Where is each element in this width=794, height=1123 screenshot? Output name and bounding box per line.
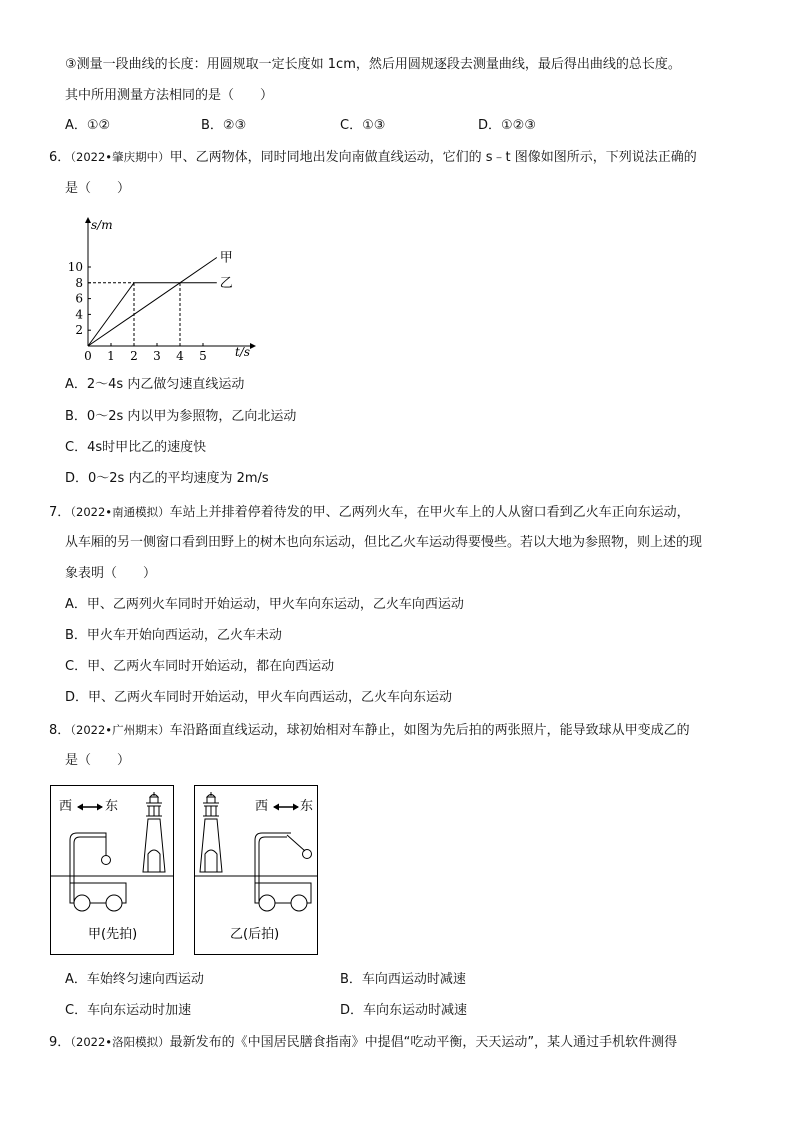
question-text: 甲、乙两物体，同时同地出发向南做直线运动，它们的 s﹣t 图像如图所示，下列说法正确的: [169, 150, 697, 165]
photo-panel-b: [194, 785, 318, 955]
q6-option-a[interactable]: A．2～4s 内乙做匀速直线运动: [65, 377, 245, 392]
question-source: （2022•南通模拟）: [70, 505, 170, 519]
q7-option-b[interactable]: B．甲火车开始向西运动，乙火车未动: [65, 628, 282, 643]
west-label: 西: [255, 799, 269, 814]
q8-option-c[interactable]: C．车向东运动时加速: [65, 1003, 192, 1018]
q6-option-d[interactable]: D．0～2s 内乙的平均速度为 2m/s: [65, 471, 269, 486]
question-prompt: 其中所用测量方法相同的是（ ）: [65, 88, 274, 103]
s-t-graph: [60, 212, 260, 362]
x-tick-label: 2: [130, 349, 138, 362]
question-9-line1: [49, 1033, 677, 1052]
question-text: 车站上并排着停着待发的甲、乙两列火车，在甲火车上的人从窗口看到乙火车正向东运动，: [169, 505, 690, 520]
question-8-line2: 是（ ）: [65, 753, 131, 768]
q8-option-a[interactable]: A．车始终匀速向西运动: [65, 972, 204, 987]
option-d[interactable]: D．①②③: [478, 118, 536, 133]
question-7-line1: [49, 503, 690, 522]
q8-option-b[interactable]: B．车向西运动时减速: [340, 972, 466, 987]
question-number: 6．: [49, 150, 71, 165]
question-text: 车沿路面直线运动，球初始相对车静止，如图为先后拍的两张照片，能导致球从甲变成乙的: [169, 723, 690, 738]
x-tick-label: 0: [84, 349, 92, 362]
question-6-line2: 是（ ）: [65, 181, 131, 196]
east-label: 东: [300, 799, 314, 814]
q8-option-d[interactable]: D．车向东运动时减速: [340, 1003, 468, 1018]
statement-3: ③测量一段曲线的长度：用圆规取一定长度如 1cm，然后用圆规逐段去测量曲线，最后得出曲线的总长度。: [65, 57, 681, 72]
q6-option-c[interactable]: C．4s时甲比乙的速度快: [65, 440, 207, 455]
y-tick-label: 2: [75, 323, 83, 338]
west-label: 西: [59, 799, 73, 814]
q6-option-b[interactable]: B．0～2s 内以甲为参照物，乙向北运动: [65, 409, 297, 424]
question-6-line1: [49, 148, 697, 167]
series-label: 乙: [219, 275, 233, 291]
option-a[interactable]: A．①②: [65, 118, 111, 133]
y-tick-label: 6: [75, 291, 83, 306]
question-text: 最新发布的《中国居民膳食指南》中提倡“吃动平衡，天天运动”，某人通过手机软件测得: [169, 1035, 678, 1050]
photo-panel-a: [50, 785, 174, 955]
series-line-yi: [88, 283, 217, 346]
east-label: 东: [105, 799, 119, 814]
question-number: 9．: [49, 1035, 71, 1050]
y-tick-label: 8: [75, 275, 83, 290]
y-axis-label: s/m: [91, 218, 113, 232]
panel-caption: 乙(后拍): [230, 927, 280, 942]
x-tick-label: 3: [153, 349, 161, 362]
panel-caption: 甲(先拍): [88, 927, 138, 942]
question-7-line3: 象表明（ ）: [65, 566, 157, 581]
question-number: 7．: [49, 505, 71, 520]
x-tick-label: 1: [107, 349, 115, 362]
question-source: （2022•洛阳模拟）: [70, 1035, 170, 1049]
series-line-jia: [88, 258, 217, 346]
option-c[interactable]: C．①③: [340, 118, 386, 133]
question-8-line1: [49, 721, 690, 740]
q7-option-c[interactable]: C．甲、乙两火车同时开始运动，都在向西运动: [65, 659, 335, 674]
q7-option-d[interactable]: D．甲、乙两火车同时开始运动，甲火车向西运动，乙火车向东运动: [65, 690, 453, 705]
y-tick-label: 10: [67, 260, 83, 274]
q7-option-a[interactable]: A．甲、乙两列火车同时开始运动，甲火车向东运动，乙火车向西运动: [65, 597, 464, 612]
option-b[interactable]: B．②③: [201, 118, 247, 133]
x-tick-label: 4: [176, 349, 184, 362]
series-label: 甲: [219, 250, 233, 266]
question-number: 8．: [49, 723, 71, 738]
y-tick-label: 4: [75, 307, 83, 322]
question-7-line2: 从车厢的另一侧窗口看到田野上的树木也向东运动，但比乙火车运动得要慢些。若以大地为参照物，则上述的现: [65, 535, 703, 550]
question-source: （2022•肇庆期中）: [70, 150, 170, 164]
x-tick-label: 5: [199, 349, 207, 362]
question-source: （2022•广州期末）: [70, 723, 170, 737]
x-axis-label: t/s: [235, 345, 251, 359]
